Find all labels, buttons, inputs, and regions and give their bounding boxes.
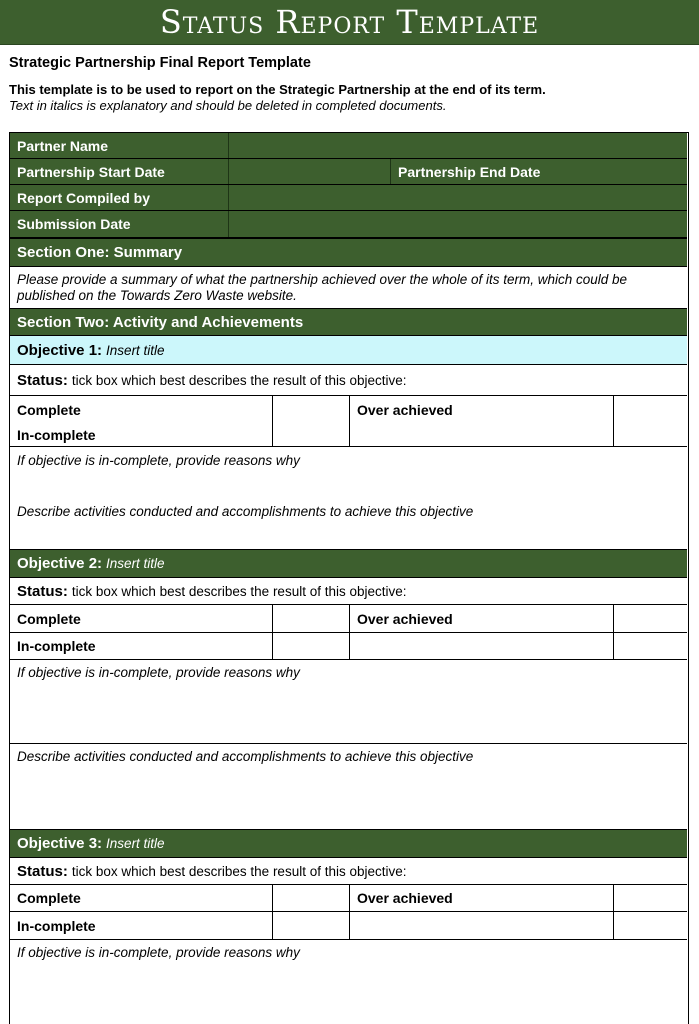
intro-instructions: This template is to be used to report on the Strategic Partnership at the end of its term. xyxy=(9,82,546,97)
objective-1-over-achieved-label: Over achieved xyxy=(357,402,453,418)
objective-2-status-text: tick box which best describes the result of this objective: xyxy=(71,583,407,599)
partnership-dates-row xyxy=(10,159,687,185)
objective-2-over-achieved-checkbox[interactable] xyxy=(614,605,687,632)
objective-3-over-achieved-checkbox[interactable] xyxy=(614,885,687,911)
section-one-instructions-row[interactable] xyxy=(10,267,687,309)
banner xyxy=(0,0,699,45)
objective-2-over-achieved-label: Over achieved xyxy=(357,610,453,627)
objective-2-title[interactable]: Insert title xyxy=(106,556,165,571)
section-two-header xyxy=(10,309,687,336)
objective-2-incomplete-label: In-complete xyxy=(17,638,96,654)
objective-2-activities-prompt: Describe activities conducted and accomplishments to achieve this objective xyxy=(17,749,474,764)
objective-3-incomplete-checkbox[interactable] xyxy=(273,912,349,939)
objective-3-incomplete-row xyxy=(10,912,687,940)
objective-2-reasons[interactable] xyxy=(10,660,687,744)
objective-2-complete-label: Complete xyxy=(17,610,81,627)
objective-3-header xyxy=(10,830,687,858)
submission-date-label: Submission Date xyxy=(17,216,131,232)
objective-2-complete-row xyxy=(10,605,687,633)
objective-3-reasons-prompt: If objective is in-complete, provide reasons why xyxy=(17,945,300,960)
objective-3-reasons[interactable] xyxy=(10,940,687,1024)
objective-1-result-row xyxy=(10,396,687,447)
section-one-title: Section One: Summary xyxy=(17,244,183,261)
objective-3-status-text: tick box which best describes the result of this objective: xyxy=(71,863,407,879)
objective-2-status-row xyxy=(10,578,687,605)
objective-1-complete-checkbox[interactable] xyxy=(273,396,349,446)
partner-name-field[interactable] xyxy=(229,133,687,158)
start-date-field[interactable] xyxy=(229,159,390,184)
submission-date-field[interactable] xyxy=(229,211,687,237)
objective-2-incomplete-row xyxy=(10,633,687,660)
objective-2-complete-checkbox[interactable] xyxy=(273,605,349,632)
submission-date-row xyxy=(10,211,687,239)
compiled-by-row xyxy=(10,185,687,211)
objective-3-complete-row xyxy=(10,885,687,912)
objective-1-label: Objective 1: xyxy=(17,341,103,359)
objective-1-status-label: Status: xyxy=(17,371,68,389)
objective-3-complete-label: Complete xyxy=(17,890,81,906)
compiled-by-label: Report Compiled by xyxy=(17,189,151,206)
objective-1-activities-prompt: Describe activities conducted and accomplishments to achieve this objective xyxy=(17,504,474,519)
objective-2-activities[interactable] xyxy=(10,744,687,830)
section-one-instructions: Please provide a summary of what the partnership achieved over the whole of its term, which could be published on the Towards Zero Waste website. xyxy=(17,272,628,303)
objective-3-complete-checkbox[interactable] xyxy=(273,885,349,911)
objective-2-incomplete-checkbox[interactable] xyxy=(273,633,349,659)
objective-1-incomplete-label: In-complete xyxy=(17,427,96,443)
objective-1-reasons-prompt: If objective is in-complete, provide reasons why xyxy=(17,453,300,468)
banner-title: Status Report Template xyxy=(159,2,540,41)
objective-3-title[interactable]: Insert title xyxy=(106,836,165,851)
objective-1-status-row xyxy=(10,365,687,396)
objective-1-title[interactable]: Insert title xyxy=(106,342,165,358)
start-date-label: Partnership Start Date xyxy=(17,163,165,180)
objective-2-header xyxy=(10,550,687,578)
objective-1-complete-label: Complete xyxy=(17,402,81,418)
end-date-label: Partnership End Date xyxy=(398,163,541,180)
objective-1-status-text: tick box which best describes the result of this objective: xyxy=(71,372,407,388)
objective-1-details[interactable] xyxy=(10,447,687,550)
report-form xyxy=(9,132,689,1024)
section-one-header xyxy=(10,239,687,267)
objective-3-label: Objective 3: xyxy=(17,835,103,852)
compiled-by-field[interactable] xyxy=(229,185,687,210)
document-title: Strategic Partnership Final Report Template xyxy=(9,55,311,71)
objective-3-incomplete-label: In-complete xyxy=(17,917,96,934)
objective-1-header xyxy=(10,336,687,365)
objective-3-status-label: Status: xyxy=(17,862,68,880)
partner-name-label: Partner Name xyxy=(17,137,109,154)
objective-3-status-row xyxy=(10,858,687,885)
objective-2-label: Objective 2: xyxy=(17,555,103,572)
objective-2-status-label: Status: xyxy=(17,582,68,600)
section-two-title: Section Two: Activity and Achievements xyxy=(17,313,304,331)
objective-1-over-achieved-checkbox[interactable] xyxy=(614,396,687,446)
objective-3-over-achieved-label: Over achieved xyxy=(357,890,453,906)
objective-2-reasons-prompt: If objective is in-complete, provide reasons why xyxy=(17,665,300,680)
partner-name-row xyxy=(10,133,687,159)
intro-note: Text in italics is explanatory and should be deleted in completed documents. xyxy=(9,98,447,113)
